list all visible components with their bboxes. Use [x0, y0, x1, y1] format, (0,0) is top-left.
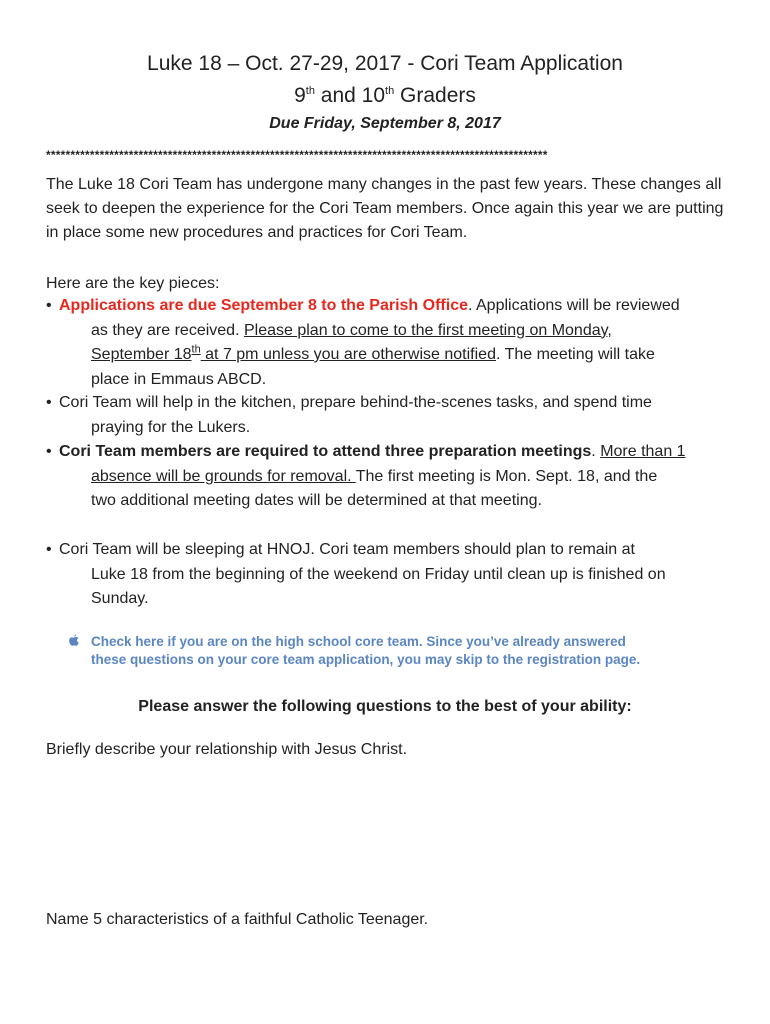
graders-word: Graders: [394, 84, 476, 107]
bullet-glyph: •: [46, 394, 52, 411]
bullet-text: The first meeting is Mon. Sept. 18, and the: [355, 467, 658, 485]
bullet-meetings: [46, 440, 726, 514]
bullet-text: . The meeting will take: [495, 346, 655, 363]
bullet-text: place in Emmaus ABCD.: [91, 370, 267, 388]
page-title: Luke 18 – Oct. 27-29, 2017 - Cori Team Application: [147, 52, 623, 75]
applications-due-emphasis: Applications are due September 8 to the Parish Office: [59, 297, 468, 314]
bullet-text: praying for the Lukers.: [91, 418, 251, 436]
bullet-applications: [46, 294, 726, 392]
bullet-glyph: •: [46, 443, 52, 460]
question-relationship: Briefly describe your relationship with Jesus Christ.: [46, 741, 408, 758]
grade-9: 9: [294, 84, 306, 107]
core-team-checkbox[interactable]: [68, 633, 728, 669]
key-pieces-heading: Here are the key pieces:: [46, 275, 220, 292]
grade-subtitle: [0, 82, 770, 110]
intro-paragraph: The Luke 18 Cori Team has undergone many changes in the past few years. These changes all seek to deepen the experience for the Cori Team members. Once again this year we are putting in place some new procedures and practices for Cori Team.: [46, 176, 724, 241]
bullet-text: Cori Team will be sleeping at HNOJ. Cori team members should plan to remain at: [59, 541, 635, 558]
first-meeting-underline: Please plan to come to the first meeting on Monday,: [243, 321, 612, 339]
core-team-note-line: Check here if you are on the high school core team. Since you’ve already answered: [91, 634, 626, 649]
bullet-text: .: [591, 443, 601, 460]
bullet-text: Sunday.: [91, 590, 149, 607]
grade-10: and 10: [314, 84, 386, 107]
separator-line: *******************************************************************************************************: [46, 148, 548, 162]
bullet-text: Luke 18 from the beginning of the weekend on Friday until clean up is finished on: [91, 565, 666, 583]
bullet-text: Cori Team will help in the kitchen, prepare behind-the-scenes tasks, and spend time: [59, 394, 652, 411]
apple-icon: [68, 634, 80, 647]
removal-warning-underline: More than 1: [600, 443, 686, 460]
bullet-sleeping: [46, 538, 726, 612]
bullet-kitchen: [46, 391, 726, 440]
bullet-glyph: •: [46, 541, 52, 558]
first-meeting-underline: at 7 pm unless you are otherwise notified: [200, 346, 496, 363]
grade-10-suffix: th: [385, 85, 395, 97]
date-suffix: th: [191, 343, 201, 356]
bullet-text: as they are received.: [91, 321, 244, 339]
due-date: Due Friday, September 8, 2017: [269, 115, 501, 132]
core-team-note-line: these questions on your core team application, you may skip to the registration page.: [91, 652, 641, 667]
first-meeting-underline: September 18: [91, 346, 192, 363]
required-meetings-emphasis: Cori Team members are required to attend three preparation meetings: [59, 443, 592, 460]
question-characteristics: Name 5 characteristics of a faithful Catholic Teenager.: [46, 911, 429, 928]
bullet-text: . Applications will be reviewed: [468, 297, 680, 314]
bullet-glyph: •: [46, 297, 52, 314]
instructions-heading: Please answer the following questions to the best of your ability:: [138, 698, 632, 715]
removal-warning-underline: absence will be grounds for removal.: [91, 467, 356, 485]
bullet-text: two additional meeting dates will be determined at that meeting.: [91, 492, 542, 509]
grade-9-suffix: th: [305, 85, 315, 97]
